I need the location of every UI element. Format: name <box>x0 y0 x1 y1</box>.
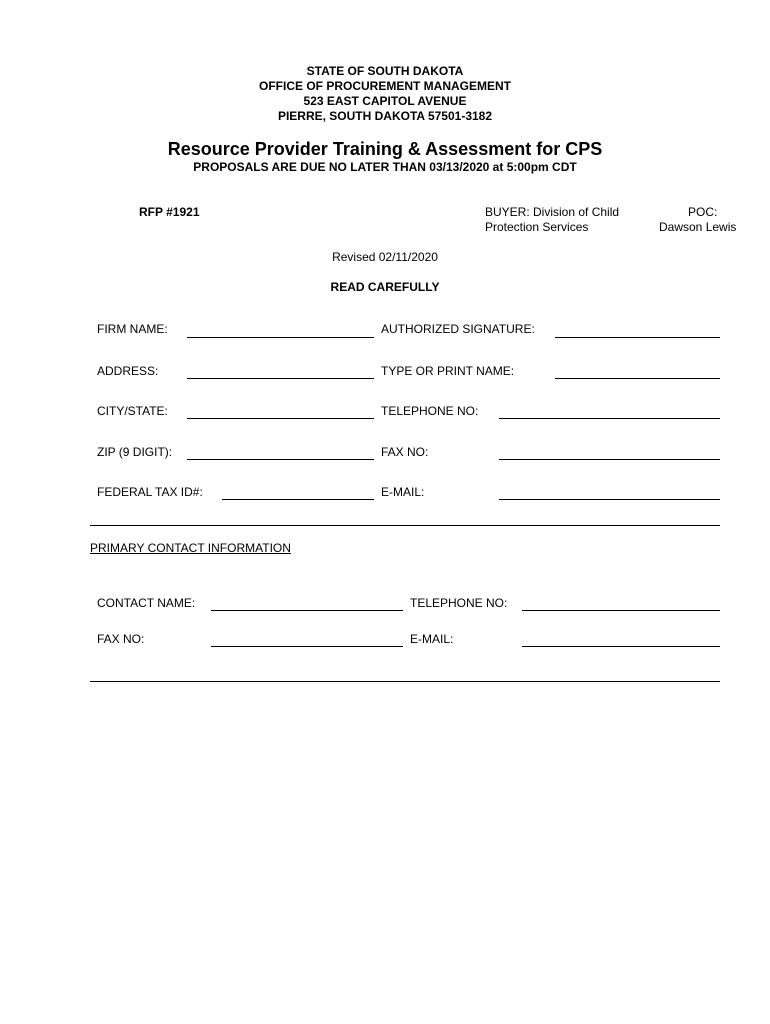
telephone-field[interactable] <box>499 418 720 419</box>
read-carefully: READ CAREFULLY <box>330 280 440 294</box>
address-field[interactable] <box>187 378 374 379</box>
contact-name-label: CONTACT NAME: <box>97 596 196 610</box>
zip-label: ZIP (9 DIGIT): <box>97 445 173 459</box>
federal-tax-id-label: FEDERAL TAX ID#: <box>97 485 203 499</box>
email-field[interactable] <box>499 499 720 500</box>
header-state: STATE OF SOUTH DAKOTA <box>306 64 464 78</box>
header-city: PIERRE, SOUTH DAKOTA 57501-3182 <box>277 109 493 123</box>
bottom-divider <box>90 681 720 682</box>
zip-field[interactable] <box>187 459 374 460</box>
address-label: ADDRESS: <box>97 364 159 378</box>
rfp-number: RFP #1921 <box>139 205 200 219</box>
revised-date: Revised 02/11/2020 <box>332 250 438 264</box>
header-address: 523 EAST CAPITOL AVENUE <box>303 94 467 108</box>
print-name-label: TYPE OR PRINT NAME: <box>381 364 515 378</box>
firm-name-field[interactable] <box>187 337 374 338</box>
document-title: Resource Provider Training & Assessment for CPS <box>167 139 603 159</box>
authorized-signature-field[interactable] <box>555 337 720 338</box>
due-date-notice: PROPOSALS ARE DUE NO LATER THAN 03/13/2020 at 5:00pm CDT <box>193 160 577 174</box>
contact-email-label: E-MAIL: <box>410 632 454 646</box>
federal-tax-id-field[interactable] <box>222 499 374 500</box>
email-label: E-MAIL: <box>381 485 425 499</box>
contact-telephone-label: TELEPHONE NO: <box>410 596 508 610</box>
contact-telephone-field[interactable] <box>522 610 720 611</box>
poc-name: Dawson Lewis <box>659 220 737 234</box>
print-name-field[interactable] <box>555 378 720 379</box>
poc-label: POC: <box>688 205 718 219</box>
city-state-label: CITY/STATE: <box>97 404 168 418</box>
city-state-field[interactable] <box>187 418 374 419</box>
header-office: OFFICE OF PROCUREMENT MANAGEMENT <box>259 79 511 93</box>
authorized-signature-label: AUTHORIZED SIGNATURE: <box>381 322 535 336</box>
telephone-label: TELEPHONE NO: <box>381 404 479 418</box>
section-divider <box>90 525 720 526</box>
contact-fax-label: FAX NO: <box>97 632 145 646</box>
fax-field[interactable] <box>499 459 720 460</box>
buyer-line-2: Protection Services <box>485 220 589 234</box>
primary-contact-heading: PRIMARY CONTACT INFORMATION <box>90 541 291 555</box>
contact-email-field[interactable] <box>522 646 720 647</box>
firm-name-label: FIRM NAME: <box>97 322 168 336</box>
contact-fax-field[interactable] <box>211 646 403 647</box>
contact-name-field[interactable] <box>211 610 403 611</box>
buyer-line-1: BUYER: Division of Child <box>485 205 620 219</box>
fax-label: FAX NO: <box>381 445 429 459</box>
